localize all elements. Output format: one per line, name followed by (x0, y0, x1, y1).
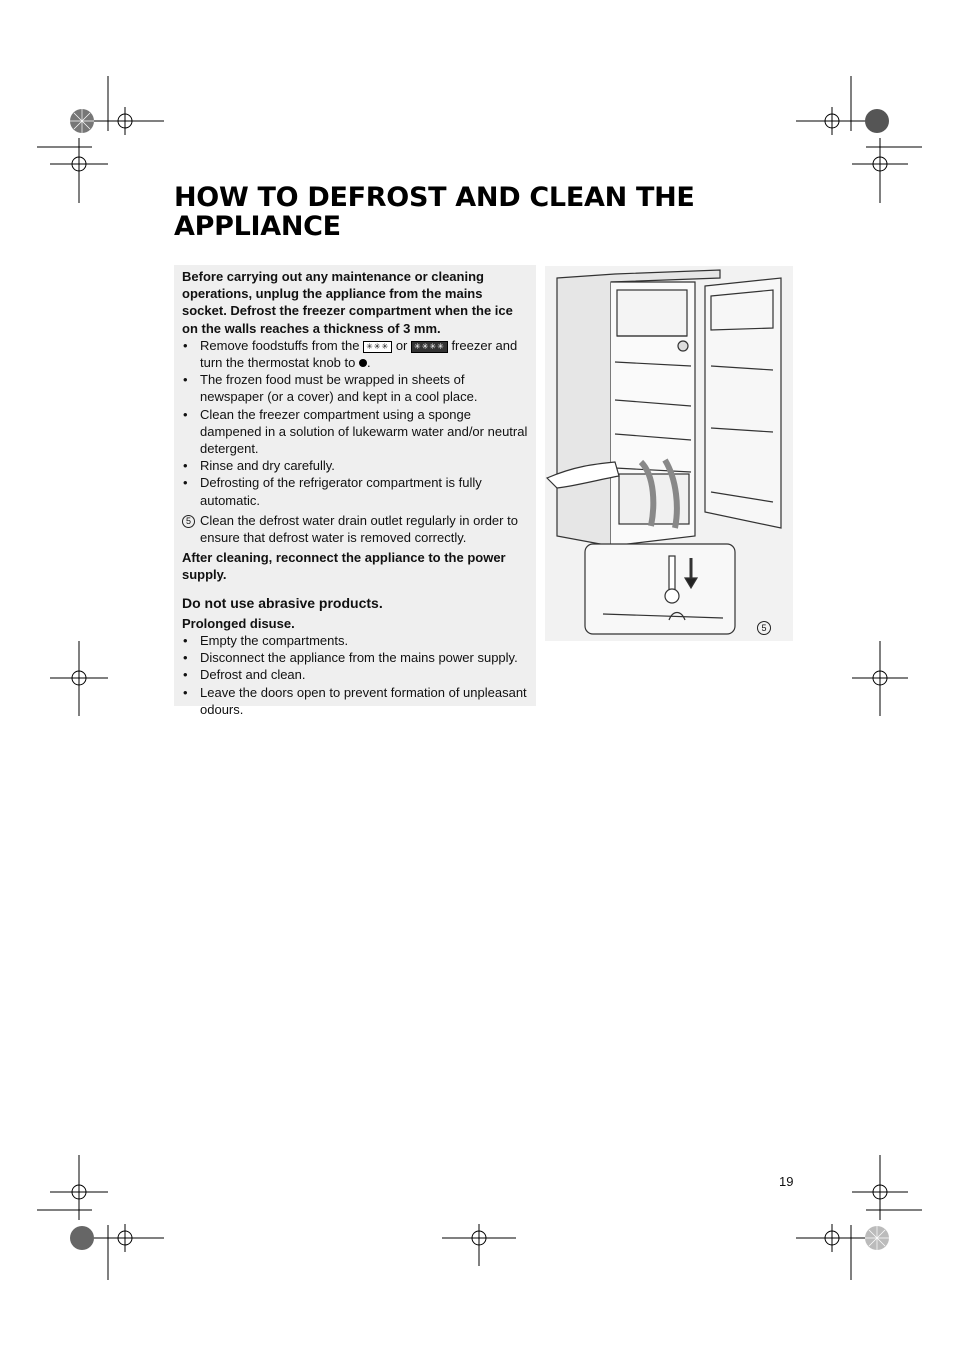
list-item: • Defrost and clean. (183, 667, 306, 683)
bullet-icon: • (183, 406, 188, 422)
bullet-icon: • (183, 458, 188, 474)
intro-warning: Before carrying out any maintenance or cleaning operations, unplug the appliance from the mains socket. Defrost the freezer compartment when the ice on the walls reaches a thickness of 3 mm. (182, 269, 513, 336)
bullet-icon: • (183, 684, 188, 700)
list-item: • Remove foodstuffs from the ✳✳✳ or ✳✳✳✳ freezer and turn the thermostat knob to . (183, 337, 518, 371)
list-item: • Empty the compartments. (183, 633, 349, 649)
page-number: 19 (779, 1174, 794, 1189)
list-item: • Disconnect the appliance from the mains power supply. (183, 650, 518, 666)
list-item: • The frozen food must be wrapped in sheets of newspaper (or a cover) and kept in a cool place. (183, 372, 478, 405)
list-item: • Rinse and dry carefully. (183, 458, 335, 474)
three-star-freezer-icon: ✳✳✳ (363, 341, 392, 353)
list-item: • Defrosting of the refrigerator compartment is fully automatic. (183, 475, 482, 508)
defrost-steps-list (182, 337, 528, 509)
bullet-icon: • (183, 337, 188, 353)
instructions-panel (174, 265, 536, 717)
disuse-heading: Prolonged disuse. (182, 615, 295, 631)
bullet-icon: • (183, 633, 188, 649)
bullet-icon: • (183, 475, 188, 491)
abrasive-warning: Do not use abrasive products. (182, 594, 383, 611)
refrigerator-illustration (545, 266, 793, 641)
bullet-icon: • (183, 667, 188, 683)
step-number-badge: 5 (182, 515, 195, 528)
figure-number-badge: 5 (757, 621, 771, 635)
numbered-step: 5 Clean the defrost water drain outlet regularly in order to ensure that defrost water is removed correctly. (182, 512, 528, 546)
bullet-icon: • (183, 372, 188, 388)
reconnect-note: After cleaning, reconnect the appliance to the power supply. (182, 550, 506, 583)
list-item: • Clean the freezer compartment using a sponge dampened in a solution of lukewarm water and/or neutral detergent. (183, 406, 528, 457)
page-title: HOW TO DEFROST AND CLEAN THE APPLIANCE (174, 182, 695, 242)
thermostat-off-icon (359, 359, 367, 367)
disuse-list (182, 632, 528, 718)
bullet-icon: • (183, 650, 188, 666)
list-item: • Leave the doors open to prevent formation of unpleasant odours. (183, 684, 527, 717)
refrigerator-drawing-icon (545, 266, 793, 641)
four-star-freezer-icon: ✳✳✳✳ (411, 341, 448, 353)
